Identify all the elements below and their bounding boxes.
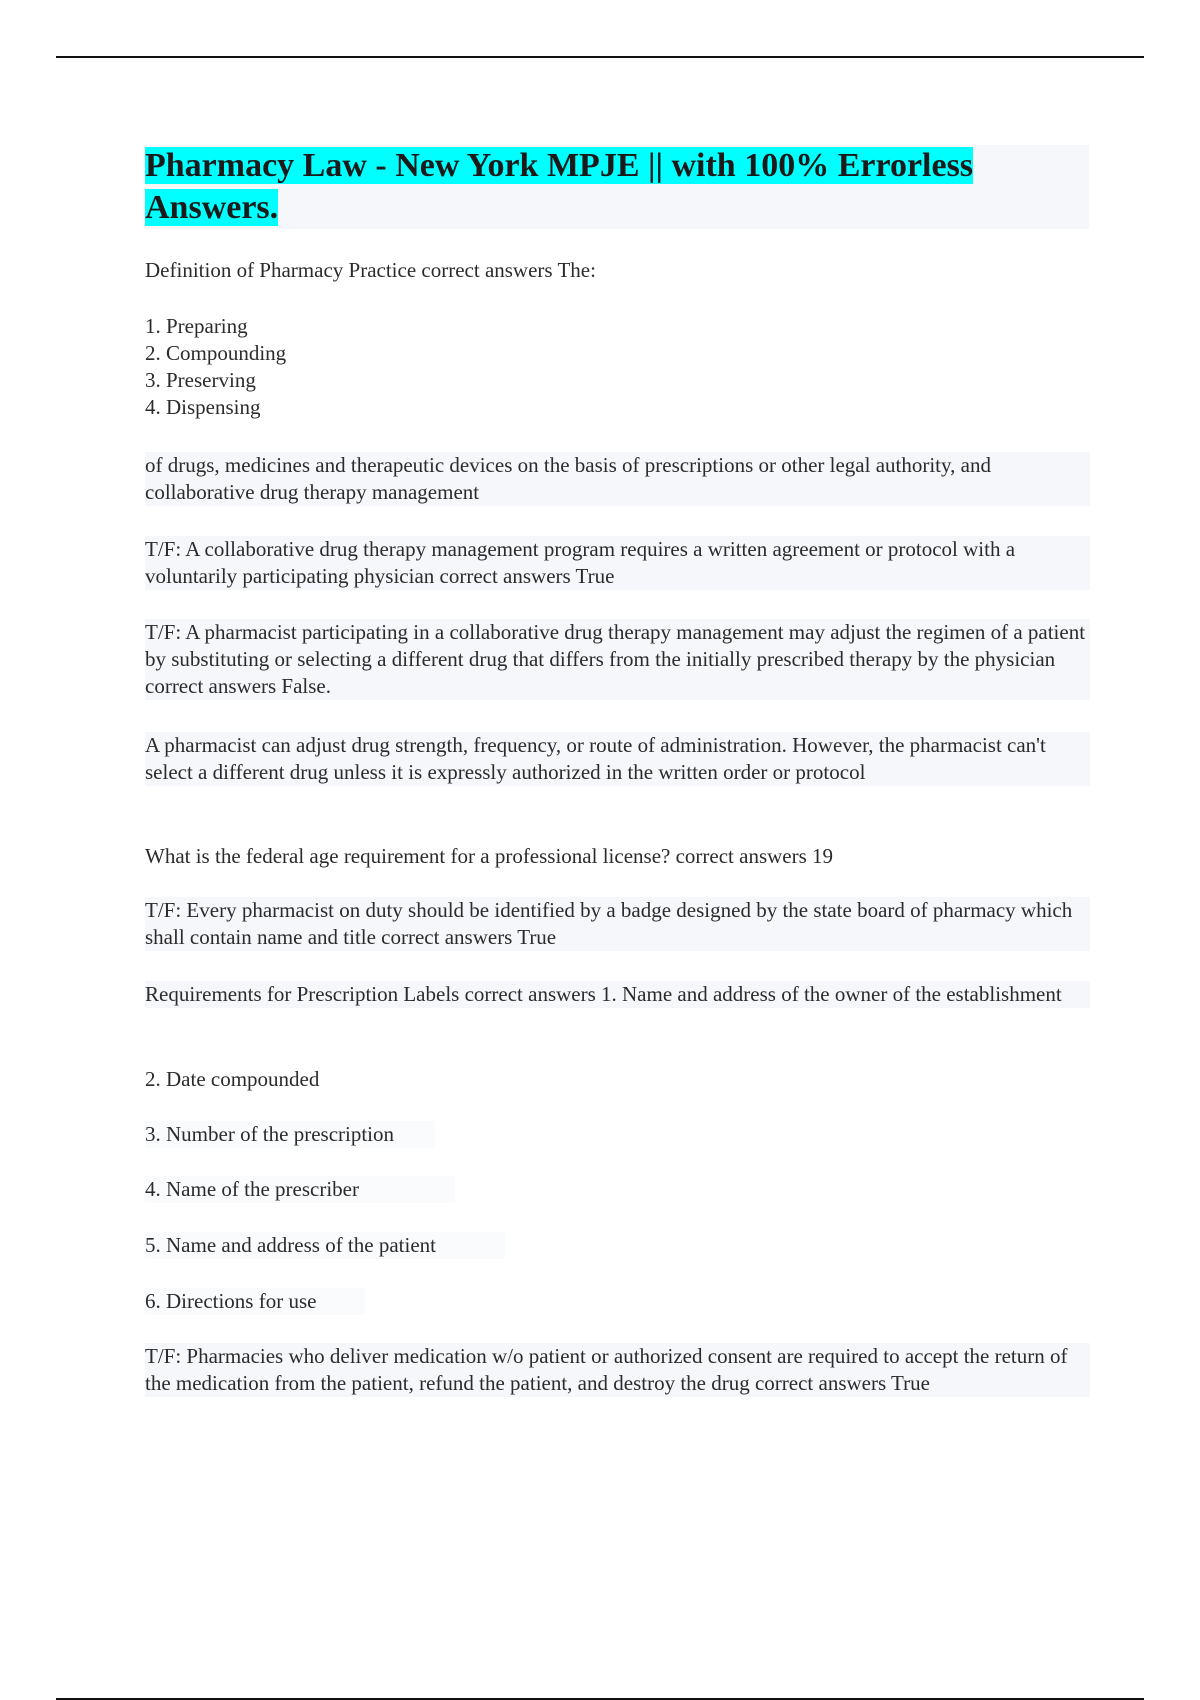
- qa-age-requirement: What is the federal age requirement for a professional license? correct answers 19: [145, 844, 834, 868]
- definition-intro: Definition of Pharmacy Practice correct answers The:: [145, 258, 596, 282]
- top-divider: [56, 56, 1144, 58]
- practice-list-item: 3. Preserving: [145, 368, 256, 392]
- practice-list: [145, 313, 1090, 421]
- title-block: [145, 145, 1089, 229]
- qa-collab-program: T/F: A collaborative drug therapy management program requires a written agreement or protocol with a voluntarily participating physician correct answers True: [145, 536, 1090, 590]
- qa-badge: T/F: Every pharmacist on duty should be identified by a badge designed by the state board of pharmacy which shall contain name and title correct answers True: [145, 897, 1090, 951]
- label-requirements-intro: Requirements for Prescription Labels correct answers 1. Name and address of the owner of the establishment: [145, 981, 1090, 1008]
- label-requirement-item: 6. Directions for use: [145, 1288, 365, 1315]
- collab-explanation: A pharmacist can adjust drug strength, frequency, or route of administration. However, the pharmacist can't select a different drug unless it is expressly authorized in the written order or protocol: [145, 732, 1090, 786]
- label-requirement-item: 3. Number of the prescription: [145, 1121, 435, 1148]
- label-requirement-item: 5. Name and address of the patient: [145, 1232, 505, 1259]
- qa-delivery-consent: T/F: Pharmacies who deliver medication w/o patient or authorized consent are required to accept the return of the medication from the patient, refund the patient, and destroy the drug correct answers True: [145, 1343, 1090, 1397]
- practice-list-item: 4. Dispensing: [145, 395, 261, 419]
- label-requirement-item: 4. Name of the prescriber: [145, 1176, 455, 1203]
- document-title: Pharmacy Law - New York MPJE || with 100% Errorless Answers.: [145, 147, 974, 226]
- qa-collab-substitute: T/F: A pharmacist participating in a collaborative drug therapy management may adjust the regimen of a patient by substituting or selecting a different drug that differs from the initially prescribed therapy by the physician correct answers False.: [145, 619, 1090, 700]
- label-requirement-item: 2. Date compounded: [145, 1067, 320, 1091]
- practice-list-item: 2. Compounding: [145, 341, 287, 365]
- definition-continuation: of drugs, medicines and therapeutic devices on the basis of prescriptions or other legal authority, and collaborative drug therapy management: [145, 452, 1090, 506]
- practice-list-item: 1. Preparing: [145, 314, 248, 338]
